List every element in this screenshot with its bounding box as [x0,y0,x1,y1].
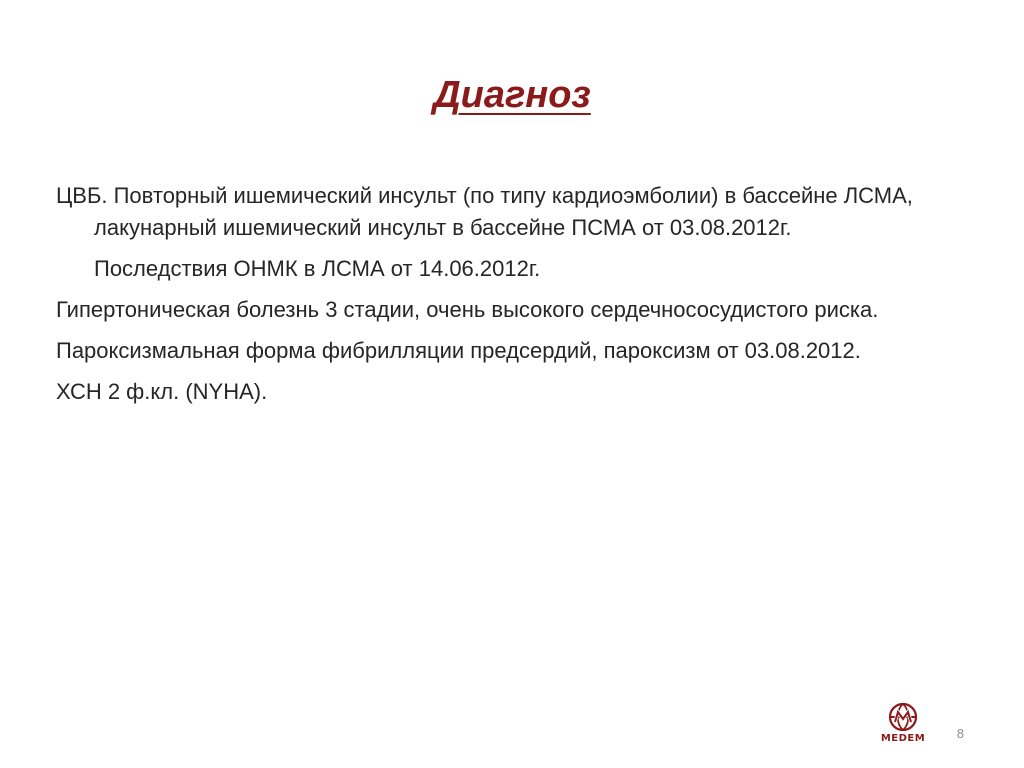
diagnosis-paragraph: Пароксизмальная форма фибрилляции предсердий, пароксизм от 03.08.2012. [56,338,861,363]
diagnosis-paragraph: ХСН 2 ф.кл. (NYHA). [56,379,268,404]
page-number: 8 [956,726,964,741]
diagnosis-paragraph: Последствия ОНМК в ЛСМА от 14.06.2012г. [94,256,541,281]
logo-wordmark: MEDEM [880,733,926,744]
medem-logo [868,700,938,750]
diagnosis-paragraph: Гипертоническая болезнь 3 стадии, очень высокого сердечнососудистого риска. [56,297,879,322]
medem-globe-icon [868,700,938,734]
slide-title: Диагноз [433,74,591,116]
diagnosis-paragraph: ЦВБ. Повторный ишемический инсульт (по типу кардиоэмболии) в бассейне ЛСМА, лакунарный ишемический инсульт в бассейне ПСМА от 03.08.2012г. [56,183,913,240]
diagnosis-body [56,180,956,417]
